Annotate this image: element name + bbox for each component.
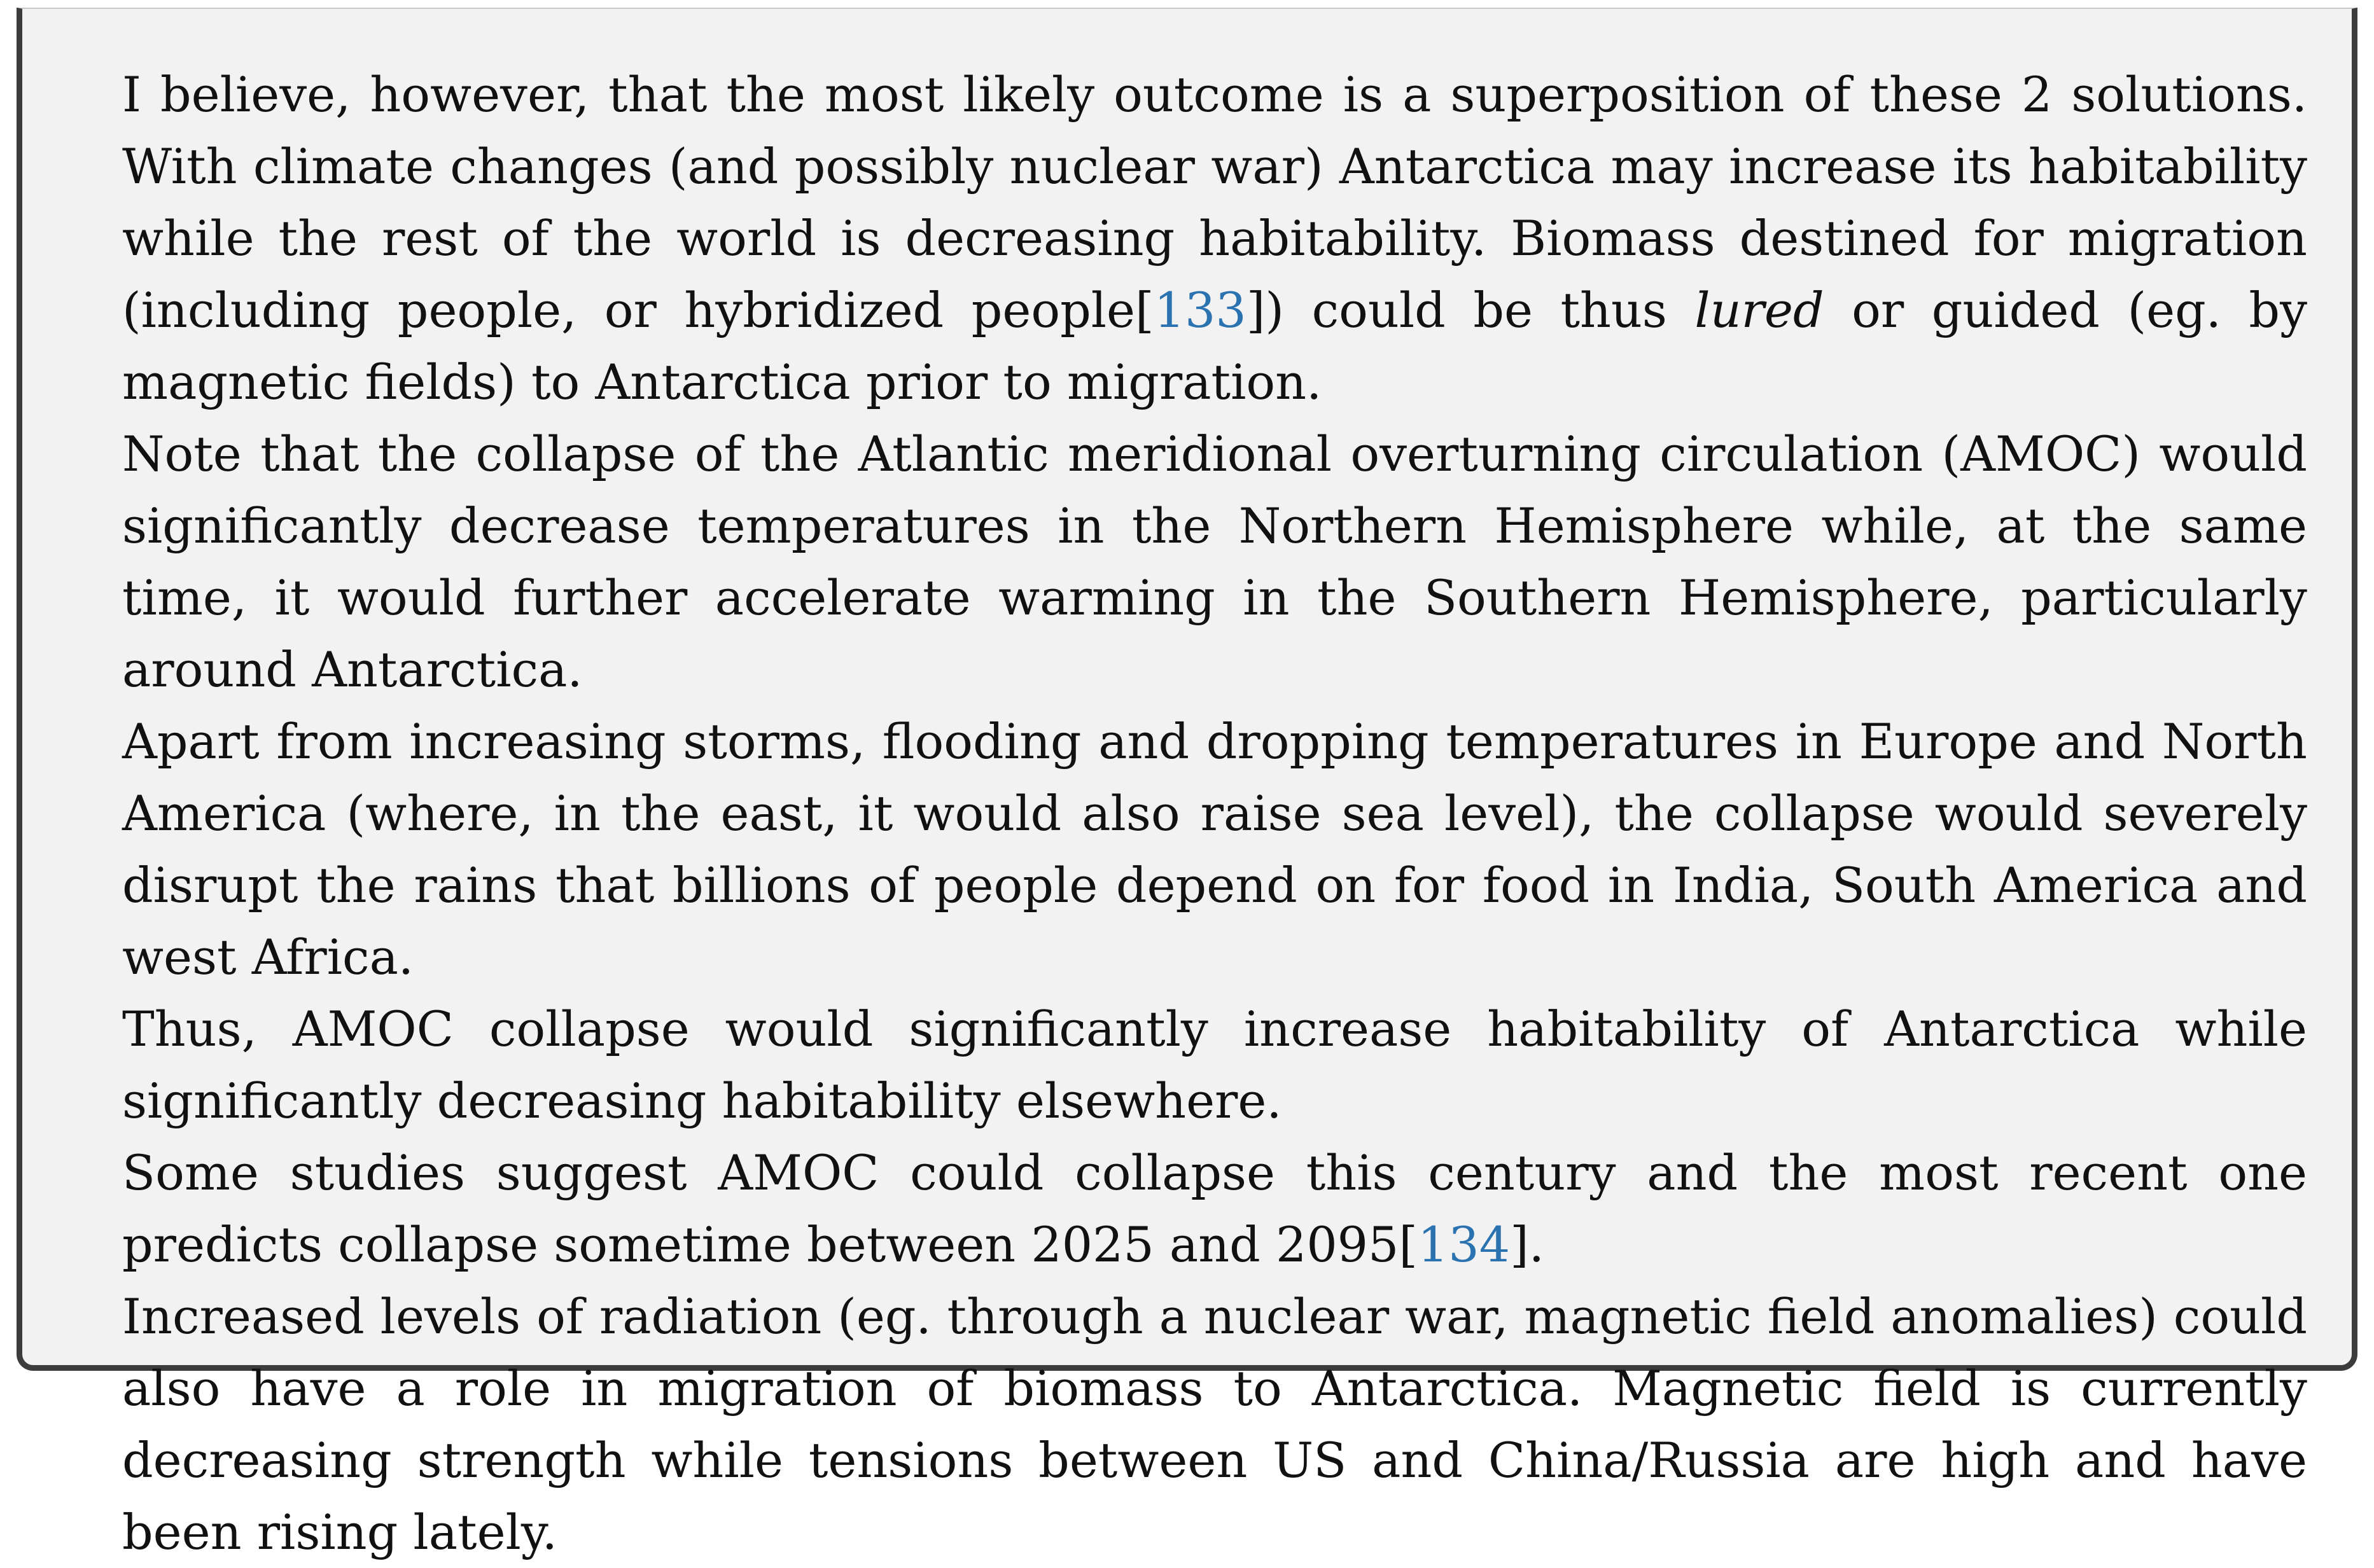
citation-link-134[interactable]: 134 [1418,1216,1511,1273]
paragraph-text: or guided (eg. by magnetic fields) to Antarctica prior to migration. [122,282,2308,410]
emphasized-word: lured [1694,282,1824,338]
paragraph-storms-flooding: Apart from increasing storms, flooding and dropping temperatures in Europe and North America (where, in the east, it would also raise sea level), the collapse would severely disrupt the rains that billions of people depend on for food in India, South America and west Africa. [122,713,2307,985]
citation-link-133[interactable]: 133 [1154,282,1246,338]
paragraph-text: Some studies suggest AMOC could collapse this century and the most recent one predicts collapse sometime between 2025 and 2095[ [122,1144,2307,1273]
body-text [122,59,2307,1568]
paragraph-text: I believe, however, that the most likely outcome is a superposition of these 2 solutions. With climate changes (and possibly nuclear war) Antarctica may increase its habitability while the rest of the world is decreasing habitability. Biomass destined for migration (including people, or hybridized people[ [122,66,2307,338]
paragraph-text: ]) could be thus [1246,282,1695,338]
paragraph-habitability: Thus, AMOC collapse would significantly increase habitability of Antarctica while significantly decreasing habitability elsewhere. [122,1001,2307,1129]
text-box [17,8,2357,1560]
paragraph-text: ]. [1510,1216,1544,1273]
paragraph-amoc-collapse: Note that the collapse of the Atlantic meridional overturning circulation (AMOC) would significantly decrease temperatures in the Northern Hemisphere while, at the same time, it would further accelerate warming in the Southern Hemisphere, particularly around Antarctica. [122,426,2307,698]
paragraph-studies [122,1137,2307,1280]
paragraph-radiation: Increased levels of radiation (eg. through a nuclear war, magnetic field anomalies) could also have a role in migration of biomass to Antarctica. Magnetic field is currently decreasing strength while tensions between US and China/Russia are high and have been rising lately. [122,1288,2307,1560]
paragraph-superposition [122,59,2307,418]
